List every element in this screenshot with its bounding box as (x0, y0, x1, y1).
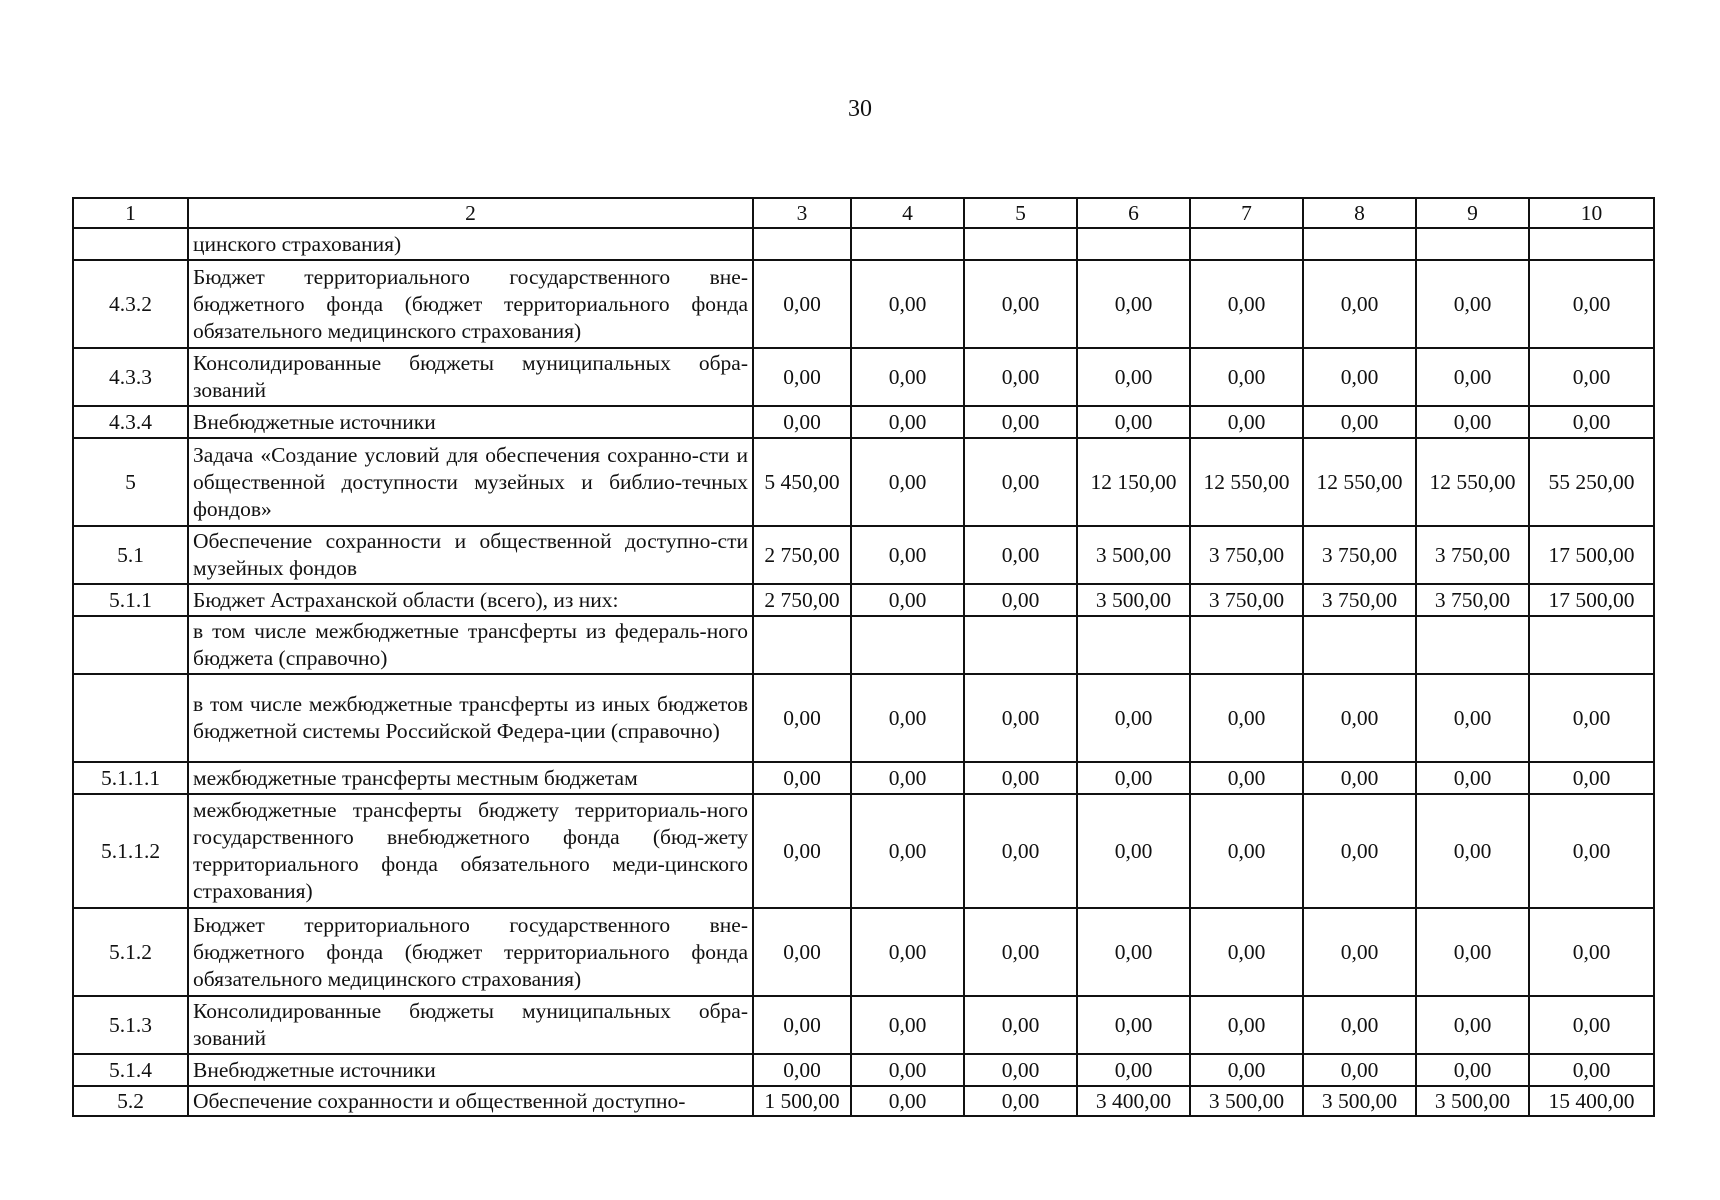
value-cell: 2 750,00 (753, 526, 851, 584)
row-number-cell: 5.1.4 (73, 1054, 188, 1086)
value-cell (1190, 616, 1303, 674)
row-description-cell: межбюджетные трансферты бюджету территориаль-ного государственного внебюджетного фонда (бюд-жету территориального фонда обязательного меди-цинского страхования) (188, 794, 753, 908)
table-row (73, 794, 1654, 908)
value-cell: 0,00 (964, 1054, 1077, 1086)
value-cell: 0,00 (851, 438, 964, 526)
value-cell: 0,00 (851, 996, 964, 1054)
value-cell: 0,00 (1077, 1054, 1190, 1086)
value-cell: 0,00 (1416, 674, 1529, 762)
value-cell: 1 500,00 (753, 1086, 851, 1116)
value-cell (753, 228, 851, 260)
column-header: 1 (73, 198, 188, 228)
row-description-cell: цинского страхования) (188, 228, 753, 260)
column-header: 8 (1303, 198, 1416, 228)
value-cell: 0,00 (851, 762, 964, 794)
value-cell: 0,00 (1529, 996, 1654, 1054)
value-cell: 0,00 (964, 794, 1077, 908)
value-cell: 17 500,00 (1529, 526, 1654, 584)
row-description-cell: в том числе межбюджетные трансферты из иных бюджетов бюджетной системы Российской Федера-ции (справочно) (188, 674, 753, 762)
value-cell: 0,00 (1529, 260, 1654, 348)
value-cell: 0,00 (964, 908, 1077, 996)
value-cell: 0,00 (1303, 674, 1416, 762)
table-body (73, 198, 1654, 1116)
row-number-cell: 5.1.1.2 (73, 794, 188, 908)
value-cell: 0,00 (964, 762, 1077, 794)
value-cell: 0,00 (1416, 908, 1529, 996)
value-cell (964, 616, 1077, 674)
value-cell: 0,00 (1190, 762, 1303, 794)
value-cell (1416, 616, 1529, 674)
value-cell: 0,00 (1303, 908, 1416, 996)
row-number-cell: 4.3.4 (73, 406, 188, 438)
value-cell: 0,00 (964, 406, 1077, 438)
value-cell: 0,00 (1416, 762, 1529, 794)
value-cell: 0,00 (1190, 260, 1303, 348)
table-row (73, 674, 1654, 762)
value-cell (1529, 616, 1654, 674)
value-cell (851, 616, 964, 674)
value-cell: 0,00 (753, 762, 851, 794)
value-cell: 0,00 (964, 348, 1077, 406)
budget-table (72, 197, 1655, 1117)
value-cell: 0,00 (1303, 1054, 1416, 1086)
row-description-cell: Внебюджетные источники (188, 406, 753, 438)
row-number-cell (73, 674, 188, 762)
value-cell: 0,00 (851, 348, 964, 406)
value-cell: 12 550,00 (1303, 438, 1416, 526)
value-cell: 0,00 (1529, 406, 1654, 438)
row-description-cell: Обеспечение сохранности и общественной доступно- (188, 1086, 753, 1116)
value-cell: 0,00 (1190, 348, 1303, 406)
value-cell: 12 550,00 (1416, 438, 1529, 526)
value-cell: 0,00 (1077, 762, 1190, 794)
value-cell: 0,00 (1190, 406, 1303, 438)
column-header: 7 (1190, 198, 1303, 228)
value-cell (1416, 228, 1529, 260)
value-cell: 3 750,00 (1416, 584, 1529, 616)
table-row (73, 616, 1654, 674)
value-cell (1077, 228, 1190, 260)
row-description-cell: Консолидированные бюджеты муниципальных обра-зований (188, 348, 753, 406)
value-cell: 0,00 (851, 1086, 964, 1116)
value-cell: 17 500,00 (1529, 584, 1654, 616)
value-cell: 0,00 (964, 674, 1077, 762)
value-cell: 12 550,00 (1190, 438, 1303, 526)
row-description-cell: Бюджет территориального государственного вне-бюджетного фонда (бюджет территориального фонда обязательного медицинского страхования) (188, 260, 753, 348)
row-number-cell (73, 228, 188, 260)
row-number-cell (73, 616, 188, 674)
value-cell: 0,00 (851, 1054, 964, 1086)
table-row (73, 908, 1654, 996)
value-cell: 0,00 (753, 260, 851, 348)
row-description-cell: в том числе межбюджетные трансферты из федераль-ного бюджета (справочно) (188, 616, 753, 674)
value-cell (753, 616, 851, 674)
value-cell: 0,00 (753, 1054, 851, 1086)
value-cell: 0,00 (1416, 1054, 1529, 1086)
value-cell: 5 450,00 (753, 438, 851, 526)
value-cell: 0,00 (753, 908, 851, 996)
table-row (73, 1086, 1654, 1116)
value-cell (1190, 228, 1303, 260)
value-cell: 0,00 (1529, 1054, 1654, 1086)
row-number-cell: 5 (73, 438, 188, 526)
value-cell: 0,00 (1190, 794, 1303, 908)
value-cell: 0,00 (1529, 674, 1654, 762)
table-row (73, 996, 1654, 1054)
value-cell: 0,00 (1303, 260, 1416, 348)
table-row (73, 762, 1654, 794)
value-cell: 3 400,00 (1077, 1086, 1190, 1116)
row-number-cell: 5.1.1.1 (73, 762, 188, 794)
row-description-cell: Бюджет Астраханской области (всего), из них: (188, 584, 753, 616)
value-cell: 0,00 (851, 674, 964, 762)
value-cell (1303, 228, 1416, 260)
row-description-cell: Бюджет территориального государственного вне-бюджетного фонда (бюджет территориального фонда обязательного медицинского страхования) (188, 908, 753, 996)
value-cell: 0,00 (1077, 406, 1190, 438)
row-number-cell: 5.1.3 (73, 996, 188, 1054)
value-cell: 15 400,00 (1529, 1086, 1654, 1116)
value-cell: 0,00 (1190, 908, 1303, 996)
value-cell: 3 750,00 (1416, 526, 1529, 584)
row-number-cell: 4.3.3 (73, 348, 188, 406)
value-cell: 3 500,00 (1190, 1086, 1303, 1116)
table-row (73, 526, 1654, 584)
table-row (73, 260, 1654, 348)
value-cell: 0,00 (753, 996, 851, 1054)
value-cell (964, 228, 1077, 260)
value-cell: 0,00 (851, 526, 964, 584)
value-cell: 55 250,00 (1529, 438, 1654, 526)
column-header: 9 (1416, 198, 1529, 228)
value-cell: 0,00 (964, 438, 1077, 526)
value-cell: 0,00 (1416, 348, 1529, 406)
row-description-cell: Задача «Создание условий для обеспечения сохранно-сти и общественной доступности музейных и библио-течных фондов» (188, 438, 753, 526)
value-cell: 0,00 (1303, 406, 1416, 438)
value-cell: 0,00 (851, 908, 964, 996)
value-cell: 0,00 (1529, 348, 1654, 406)
table-row (73, 584, 1654, 616)
value-cell: 3 750,00 (1190, 526, 1303, 584)
value-cell: 0,00 (1416, 794, 1529, 908)
row-number-cell: 5.2 (73, 1086, 188, 1116)
value-cell: 0,00 (964, 996, 1077, 1054)
value-cell (851, 228, 964, 260)
column-header: 3 (753, 198, 851, 228)
row-description-cell: Внебюджетные источники (188, 1054, 753, 1086)
value-cell: 0,00 (1529, 794, 1654, 908)
value-cell: 0,00 (1303, 762, 1416, 794)
value-cell: 0,00 (753, 348, 851, 406)
value-cell: 0,00 (1416, 260, 1529, 348)
value-cell: 0,00 (1077, 348, 1190, 406)
row-description-cell: Консолидированные бюджеты муниципальных обра-зований (188, 996, 753, 1054)
row-description-cell: Обеспечение сохранности и общественной доступно-сти музейных фондов (188, 526, 753, 584)
value-cell: 0,00 (1077, 260, 1190, 348)
row-number-cell: 5.1 (73, 526, 188, 584)
value-cell: 0,00 (1303, 794, 1416, 908)
table-row (73, 228, 1654, 260)
table-row (73, 406, 1654, 438)
value-cell: 0,00 (851, 584, 964, 616)
value-cell (1077, 616, 1190, 674)
value-cell: 2 750,00 (753, 584, 851, 616)
row-number-cell: 5.1.1 (73, 584, 188, 616)
value-cell (1303, 616, 1416, 674)
value-cell: 0,00 (964, 584, 1077, 616)
value-cell: 3 500,00 (1303, 1086, 1416, 1116)
table-row (73, 1054, 1654, 1086)
value-cell: 0,00 (964, 260, 1077, 348)
value-cell: 0,00 (1303, 996, 1416, 1054)
value-cell: 0,00 (1077, 674, 1190, 762)
table-row (73, 348, 1654, 406)
row-number-cell: 5.1.2 (73, 908, 188, 996)
value-cell: 0,00 (1190, 1054, 1303, 1086)
value-cell: 0,00 (1416, 996, 1529, 1054)
value-cell: 12 150,00 (1077, 438, 1190, 526)
table-header-row (73, 198, 1654, 228)
row-number-cell: 4.3.2 (73, 260, 188, 348)
value-cell (1529, 228, 1654, 260)
value-cell: 0,00 (753, 794, 851, 908)
value-cell: 0,00 (1416, 406, 1529, 438)
value-cell: 3 750,00 (1303, 526, 1416, 584)
value-cell: 0,00 (964, 526, 1077, 584)
value-cell: 3 750,00 (1303, 584, 1416, 616)
value-cell: 3 500,00 (1077, 526, 1190, 584)
value-cell: 0,00 (753, 406, 851, 438)
column-header: 2 (188, 198, 753, 228)
value-cell: 0,00 (1303, 348, 1416, 406)
value-cell: 0,00 (851, 260, 964, 348)
row-description-cell: межбюджетные трансферты местным бюджетам (188, 762, 753, 794)
value-cell: 3 750,00 (1190, 584, 1303, 616)
column-header: 4 (851, 198, 964, 228)
value-cell: 3 500,00 (1416, 1086, 1529, 1116)
value-cell: 3 500,00 (1077, 584, 1190, 616)
value-cell: 0,00 (851, 406, 964, 438)
value-cell: 0,00 (1190, 674, 1303, 762)
column-header: 10 (1529, 198, 1654, 228)
value-cell: 0,00 (1077, 794, 1190, 908)
table-row (73, 438, 1654, 526)
value-cell: 0,00 (1190, 996, 1303, 1054)
value-cell: 0,00 (1529, 762, 1654, 794)
value-cell: 0,00 (851, 794, 964, 908)
value-cell: 0,00 (1529, 908, 1654, 996)
page-number: 30 (848, 96, 872, 122)
value-cell: 0,00 (1077, 908, 1190, 996)
value-cell: 0,00 (753, 674, 851, 762)
column-header: 6 (1077, 198, 1190, 228)
column-header: 5 (964, 198, 1077, 228)
value-cell: 0,00 (1077, 996, 1190, 1054)
value-cell: 0,00 (964, 1086, 1077, 1116)
